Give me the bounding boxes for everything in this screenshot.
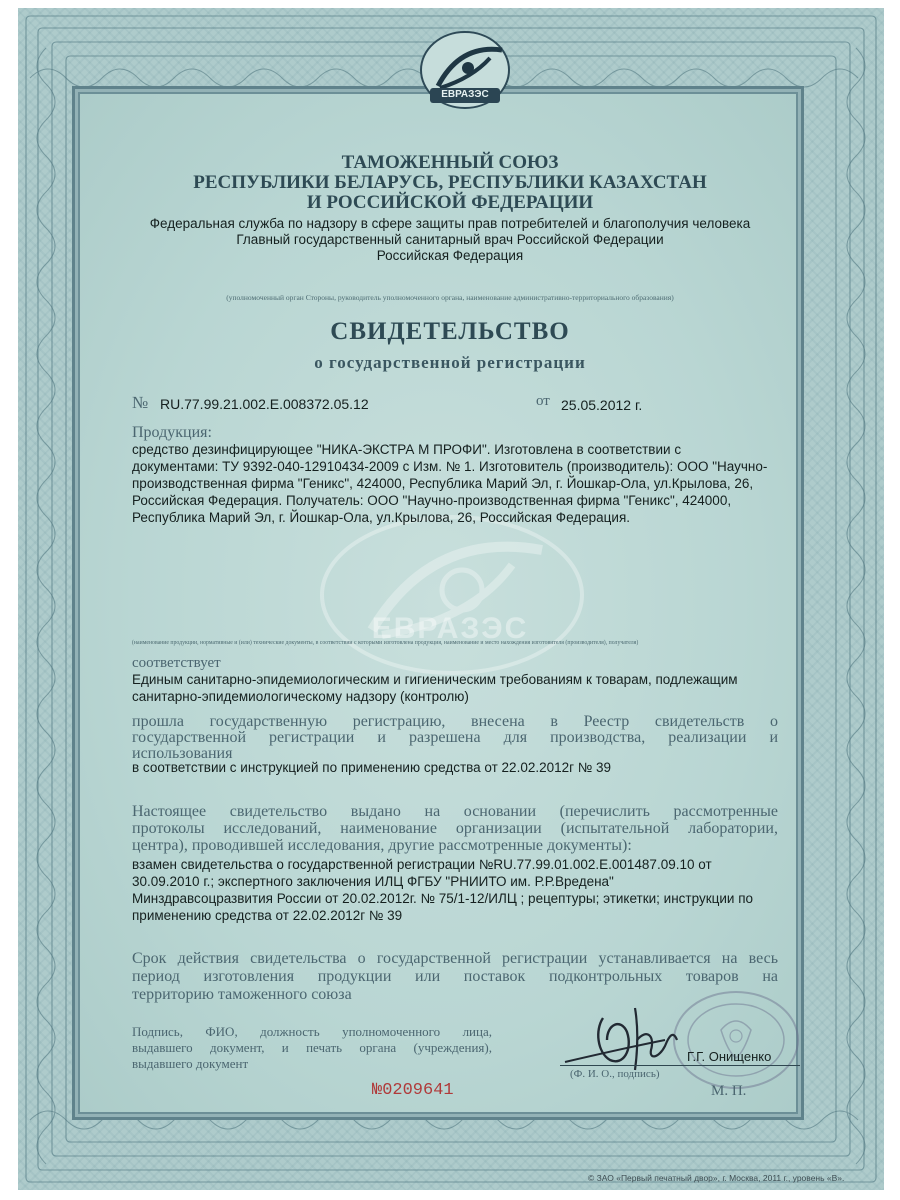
conformity-line: Единым санитарно-эпидемиологическим и гигиеническим требованиям к товарам, подлежащим <box>132 672 738 687</box>
stamp-place-label: М. П. <box>711 1083 747 1099</box>
authority-country: Российская Федерация <box>376 248 524 263</box>
basis-line: центра), проводившей исследования, другие рассмотренные документы): <box>132 837 632 854</box>
header-union: ТАМОЖЕННЫЙ СОЮЗ <box>341 152 559 173</box>
product-line: Российская Федерация. Получатель: ООО "Научно-производственная фирма "Геникс", 424000, <box>132 493 732 508</box>
validity-line: территорию таможенного союза <box>132 986 352 1003</box>
product-label: Продукция: <box>132 424 212 441</box>
basis-line: Настоящее свидетельство выдано на основании (перечислить рассмотренные <box>132 803 778 820</box>
authority-doctor: Главный государственный санитарный врач Российской Федерации <box>236 232 664 247</box>
authority-caption: (уполномоченный орган Стороны, руководитель уполномоченного органа, наименование административно-территориального образования) <box>226 293 674 302</box>
basis-detail: взамен свидетельства о государственной регистрации №RU.77.99.01.002.E.001487.09.10 от <box>132 857 712 872</box>
watermark-emblem-icon <box>312 510 592 680</box>
number-prefix: № <box>132 393 149 412</box>
basis-detail: 30.09.2010 г.; экспертного заключения ИЛЦ ФГБУ "РНИИТО им. Р.Р.Вредена" <box>132 874 614 889</box>
signature-caption-line: выдавшего документ <box>132 1056 249 1071</box>
document-title: СВИДЕТЕЛЬСТВО <box>330 318 570 345</box>
basis-line: протоколы исследований, наименование организации (испытательной лаборатории, <box>132 820 778 837</box>
basis-detail: применению средства от 22.02.2012г № 39 <box>132 908 403 923</box>
product-line: средство дезинфицирующее "НИКА-ЭКСТРА М ПРОФИ". Изготовлена в соответствии с <box>132 442 682 457</box>
authority-service: Федеральная служба по надзору в сфере защиты прав потребителей и благополучия человека <box>149 216 751 231</box>
product-caption: (наименование продукции, нормативные и (или) технические документы, в соответствии с которыми изготовлена продукция, наименование и место нахождения изготовителя (производителя), получателя) <box>132 640 639 646</box>
signature-line-rule <box>560 1065 800 1066</box>
document-subtitle: о государственной регистрации <box>314 353 586 372</box>
product-line: производственная фирма "Геникс", 424000, Республика Марий Эл, г. Йошкар-Ола, ул.Крылова, 26, <box>132 476 754 491</box>
signer-name: Г.Г. Онищенко <box>687 1049 772 1064</box>
date-prefix: от <box>536 393 550 409</box>
watermark-label: ЕВРАЗЭС <box>371 612 529 645</box>
validity-line: период изготовления продукции или поставок подконтрольных товаров на <box>132 968 778 985</box>
product-line: Республика Марий Эл, г. Йошкар-Ола, ул.Крылова, 26, Российская Федерация. <box>132 510 631 525</box>
registration-detail: в соответствии с инструкцией по применению средства от 22.02.2012г № 39 <box>132 760 612 775</box>
issue-date: 25.05.2012 г. <box>561 397 643 413</box>
signature-subcaption: (Ф. И. О., подпись) <box>570 1068 660 1080</box>
registration-line: использования <box>132 745 233 762</box>
conformity-line: санитарно-эпидемиологическому надзору (контролю) <box>132 689 469 704</box>
header-federation: И РОССИЙСКОЙ ФЕДЕРАЦИИ <box>306 192 594 213</box>
registration-line: государственной регистрации и разрешена для производства, реализации и <box>132 729 778 746</box>
certificate-number: RU.77.99.21.002.E.008372.05.12 <box>160 396 369 412</box>
printer-footer: © ЗАО «Первый печатный двор», г. Москва, 2011 г., уровень «В». <box>588 1173 845 1183</box>
registration-line: прошла государственную регистрацию, внесена в Реестр свидетельств о <box>132 713 778 730</box>
product-line: документами: ТУ 9392-040-12910434-2009 с Изм. № 1. Изготовитель (производитель): ООО "Научно- <box>132 459 768 474</box>
emblem-label: ЕВРАЗЭС <box>441 89 489 100</box>
signature-caption-line: выдавшего документ, и печать органа (учреждения), <box>132 1040 492 1055</box>
header-republics: РЕСПУБЛИКИ БЕЛАРУСЬ, РЕСПУБЛИКИ КАЗАХСТАН <box>193 172 707 193</box>
serial-number: №0209641 <box>372 1081 454 1100</box>
validity-line: Срок действия свидетельства о государственной регистрации устанавливается на весь <box>132 950 778 967</box>
basis-detail: Минздравсоцразвития России от 20.02.2012г. № 75/1-12/ИЛЦ ; рецептуры; этикетки; инструкции по <box>132 891 754 906</box>
conformity-label: соответствует <box>132 655 221 671</box>
signature-caption-line: Подпись, ФИО, должность уполномоченного лица, <box>132 1024 492 1039</box>
